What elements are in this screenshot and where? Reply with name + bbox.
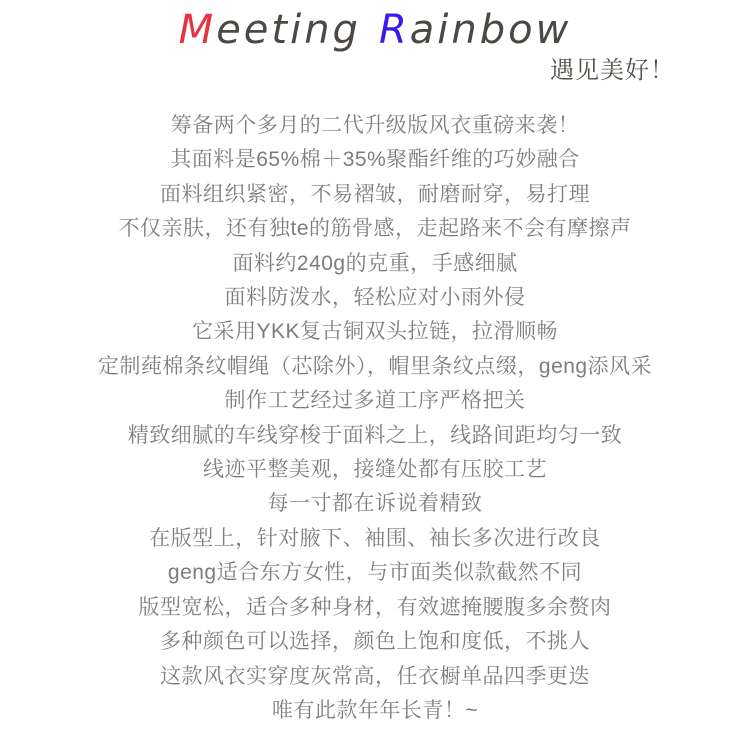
description-line: 精致细腻的车线穿梭于面料之上，线路间距均匀一致: [127, 423, 623, 447]
description-line: 多种颜色可以选择，颜色上饱和度低，不挑人: [160, 630, 590, 654]
brand-word2-rest: ainbow: [409, 7, 572, 53]
description-line: 制作工艺经过多道工序严格把关: [224, 389, 526, 413]
brand-tagline: 遇见美好！: [550, 57, 675, 84]
description-line: 这款风衣实穿度灰常高，任衣橱单品四季更迭: [160, 664, 590, 688]
brand-word1-rest: eeting: [216, 7, 361, 53]
description-line: 定制莼棉条纹帽绳（芯除外），帽里条纹点缀，geng添风采: [97, 354, 653, 378]
description-line: 在版型上，针对腋下、袖围、袖长多次进行改良: [149, 526, 601, 550]
brand-initial-m: M: [178, 7, 217, 53]
brand-title: [0, 6, 750, 54]
description-line: 面料约240g的克重，手感细腻: [232, 251, 518, 275]
brand-initial-r: R: [378, 7, 410, 53]
description-line: 其面料是65%棉＋35%聚酯纤维的巧妙融合: [170, 148, 580, 172]
description-line: 不仅亲肤，还有独te的筋骨感，走起路来不会有摩擦声: [118, 217, 632, 241]
description-line: 唯有此款年年长青！~: [271, 698, 479, 722]
description-line: 每一寸都在诉说着精致: [267, 492, 483, 516]
description-line: geng适合东方女性，与市面类似款截然不同: [167, 561, 583, 585]
description-line: 面料组织紧密，不易褶皱，耐磨耐穿，易打理: [160, 182, 590, 206]
product-description: [0, 109, 750, 728]
description-line: 面料防泼水，轻松应对小雨外侵: [224, 286, 526, 310]
description-line: 筹备两个多月的二代升级版风衣重磅来袭！: [170, 114, 580, 137]
description-line: 线迹平整美观，接缝处都有压胶工艺: [203, 458, 547, 482]
description-line: 它采用YKK复古铜双头拉链，拉滑顺畅: [191, 320, 559, 344]
description-line: 版型宽松，适合多种身材，有效遮掩腰腹多余赘肉: [138, 595, 612, 619]
